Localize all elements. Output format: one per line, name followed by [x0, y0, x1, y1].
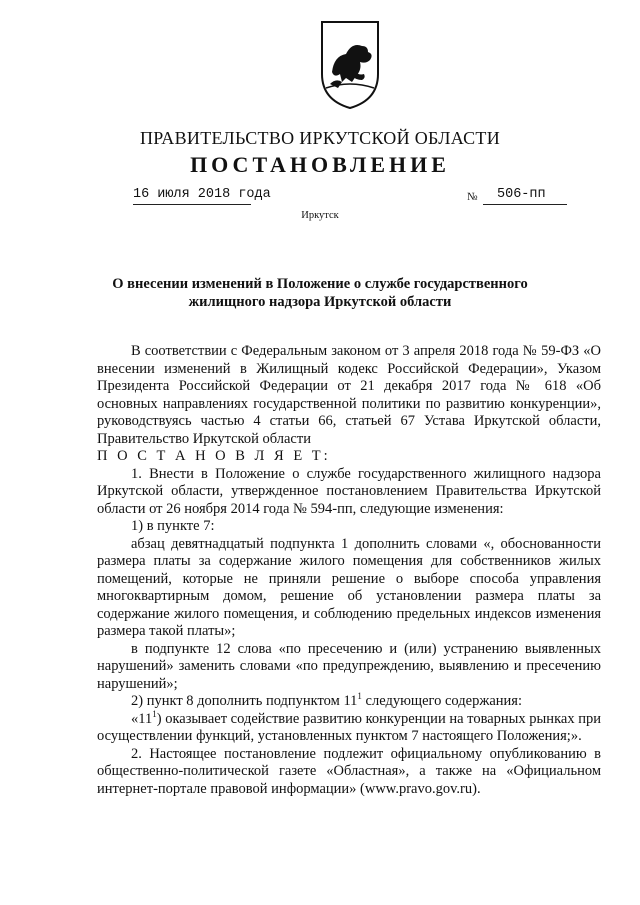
- item-1-2-quote-pre: «11: [131, 710, 153, 727]
- document-date: 16 июля 2018 года: [133, 187, 271, 202]
- item-1-2-text-pre: 2) пункт 8 дополнить подпунктом 11: [131, 693, 358, 709]
- irkutsk-coat-of-arms-emblem: [316, 12, 384, 112]
- government-name: ПРАВИТЕЛЬСТВО ИРКУТСКОЙ ОБЛАСТИ: [139, 128, 501, 148]
- item-1-1-paragraph: 1) в пункте 7:: [131, 518, 215, 534]
- document-city: Иркутск: [301, 210, 339, 221]
- document-number: 506-пп: [497, 187, 546, 202]
- document-type: ПОСТАНОВЛЕНИЕ: [190, 152, 450, 177]
- item-1-paragraph: 1. Внести в Положение о службе государственного жилищного надзора Иркутской области, утвержденное постановлением Правительства Иркутской области от 26 ноября 2014 года № 594-пп, следующие изменения:: [97, 465, 601, 517]
- item-1-2-superscript: 1: [357, 691, 362, 702]
- item-1-2-quote-paragraph: [97, 708, 601, 746]
- preamble-paragraph: В соответствии с Федеральным законом от 3 апреля 2018 года № 59-ФЗ «О внесении изменений в Жилищный кодекс Российской Федерации», Указом Президента Российской Федерации от 21 декабря 2017 года № 618 «Об основных направлениях государственной политики по развитию конкуренции», руководствуясь частью 4 статьи 66, статьей 67 Устава Иркутской области, Правительство Иркутской области: [97, 343, 601, 447]
- item-1-1-b-paragraph: в подпункте 12 слова «по пресечению и (или) устранению выявленных нарушений» заменить словами «по предупреждению, выявлению и пресечению нарушений»;: [97, 640, 601, 692]
- item-1-2-text-post: следующего содержания:: [361, 693, 522, 709]
- item-1-2-quote-post: ) оказывает содействие развитию конкуренции на товарных рынках при осуществлении функций, установленных пунктом 7 настоящего Положения;».: [97, 710, 601, 744]
- document-title: О внесении изменений в Положение о службе государственного жилищного надзора Иркутской области: [112, 276, 528, 310]
- item-1-2-quote-superscript: 1: [152, 708, 157, 719]
- number-underline: [483, 204, 567, 205]
- item-1-1-a-paragraph: абзац девятнадцатый подпункта 1 дополнить словами «, обоснованности размера платы за содержание жилого помещения для собственников жилых помещений, которые не приняли решение о выборе способа управления многоквартирным домом, решение об установлении размера платы за содержание жилого помещения, и соблюдению предельных индексов изменения размера такой платы»;: [97, 535, 601, 639]
- item-2-paragraph: 2. Настоящее постановление подлежит официальному опубликованию в общественно-политической газете «Областная», а также на «Официальном интернет-портале правовой информации» (www.pravo.gov.ru).: [97, 745, 601, 797]
- number-sign: №: [467, 191, 478, 203]
- date-underline: [133, 204, 251, 205]
- item-1-2-paragraph: [97, 693, 601, 711]
- decree-heading: П О С Т А Н О В Л Я Е Т:: [97, 448, 331, 464]
- document-body: [97, 343, 601, 798]
